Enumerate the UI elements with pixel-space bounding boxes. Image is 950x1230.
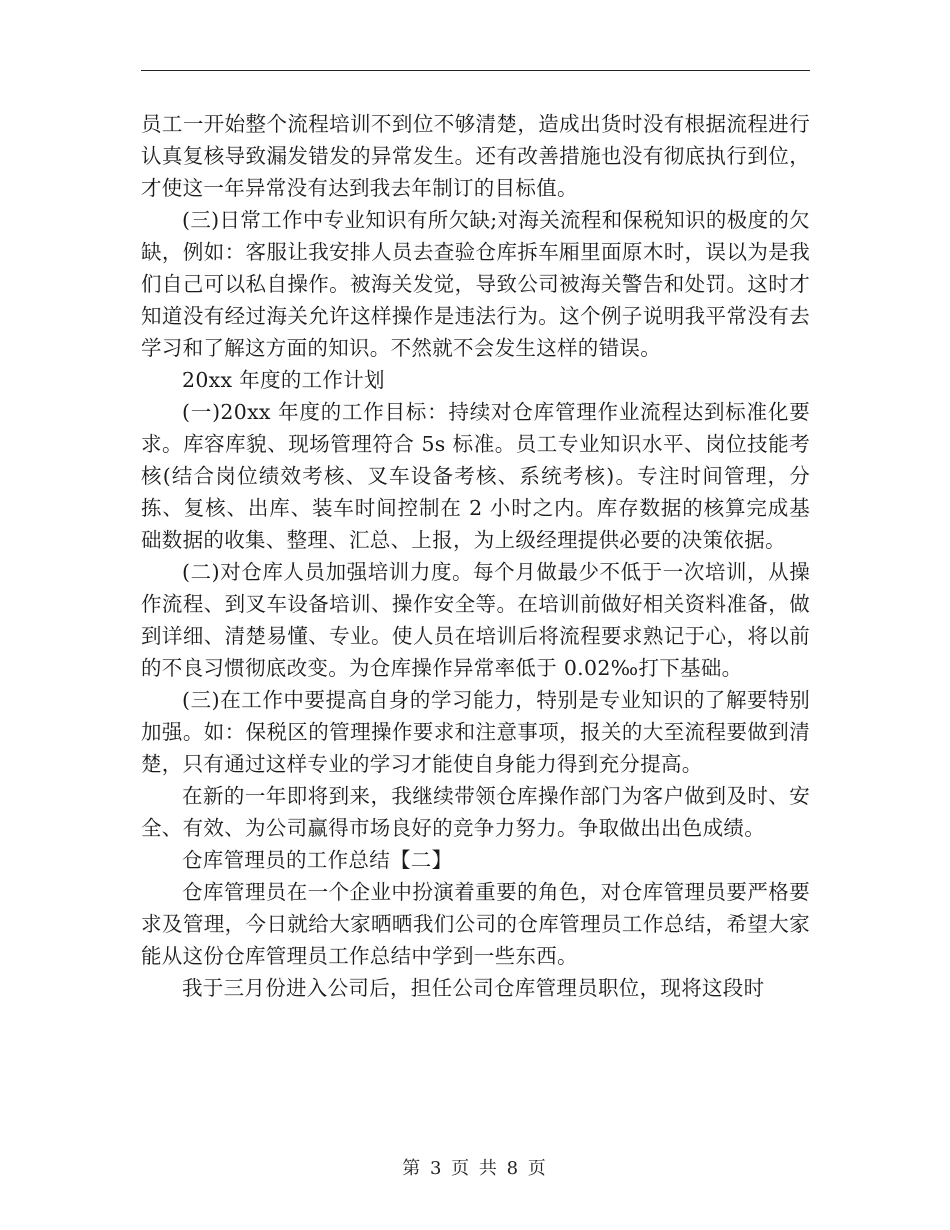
paragraph: (三)日常工作中专业知识有所欠缺;对海关流程和保税知识的极度的欠缺，例如：客服让我安排人员去查验仓库拆车厢里面原木时，误以为是我们自己可以私自操作。被海关发觉，导致公司被海关警告和处罚。这时才知道没有经过海关允许这样操作是违法行为。这个例子说明我平常没有去学习和了解这方面的知识。不然就不会发生这样的错误。: [141, 208, 810, 360]
paragraph: (一)20xx 年度的工作目标：持续对仓库管理作业流程达到标准化要求。库容库貌、现场管理符合 5s 标准。员工专业知识水平、岗位技能考核(结合岗位绩效考核、叉车设备考核、系统考核)。专注时间管理，分拣、复核、出库、装车时间控制在 2 小时之内。库存数据的核算完成基础数据的收集、整理、汇总、上报，为上级经理提供必要的决策依据。: [141, 400, 810, 552]
section-heading: 仓库管理员的工作总结【二】: [182, 848, 453, 872]
paragraph: 员工一开始整个流程培训不到位不够清楚，造成出货时没有根据流程进行认真复核导致漏发错发的异常发生。还有改善措施也没有彻底执行到位，才使这一年异常没有达到我去年制订的目标值。: [141, 112, 810, 200]
header-rule: [141, 70, 810, 71]
paragraph: (三)在工作中要提高自身的学习能力，特别是专业知识的了解要特别加强。如：保税区的管理操作要求和注意事项，报关的大至流程要做到清楚，只有通过这样专业的学习才能使自身能力得到充分提高。: [141, 688, 810, 776]
paragraph: 在新的一年即将到来，我继续带领仓库操作部门为客户做到及时、安全、有效、为公司赢得市场良好的竞争力努力。争取做出出色成绩。: [141, 784, 810, 840]
section-heading: 20xx 年度的工作计划: [182, 368, 385, 392]
page-number: 第 3 页 共 8 页: [402, 1158, 548, 1179]
paragraph: (二)对仓库人员加强培训力度。每个月做最少不低于一次培训，从操作流程、到叉车设备培训、操作安全等。在培训前做好相关资料准备，做到详细、清楚易懂、专业。使人员在培训后将流程要求熟记于心，将以前的不良习惯彻底改变。为仓库操作异常率低于 0.02‰打下基础。: [141, 560, 810, 680]
paragraph: 我于三月份进入公司后，担任公司仓库管理员职位，现将这段时: [182, 976, 765, 1000]
document-body: [141, 108, 810, 1004]
paragraph: 仓库管理员在一个企业中扮演着重要的角色，对仓库管理员要严格要求及管理，今日就给大家晒晒我们公司的仓库管理员工作总结，希望大家能从这份仓库管理员工作总结中学到一些东西。: [141, 880, 810, 968]
